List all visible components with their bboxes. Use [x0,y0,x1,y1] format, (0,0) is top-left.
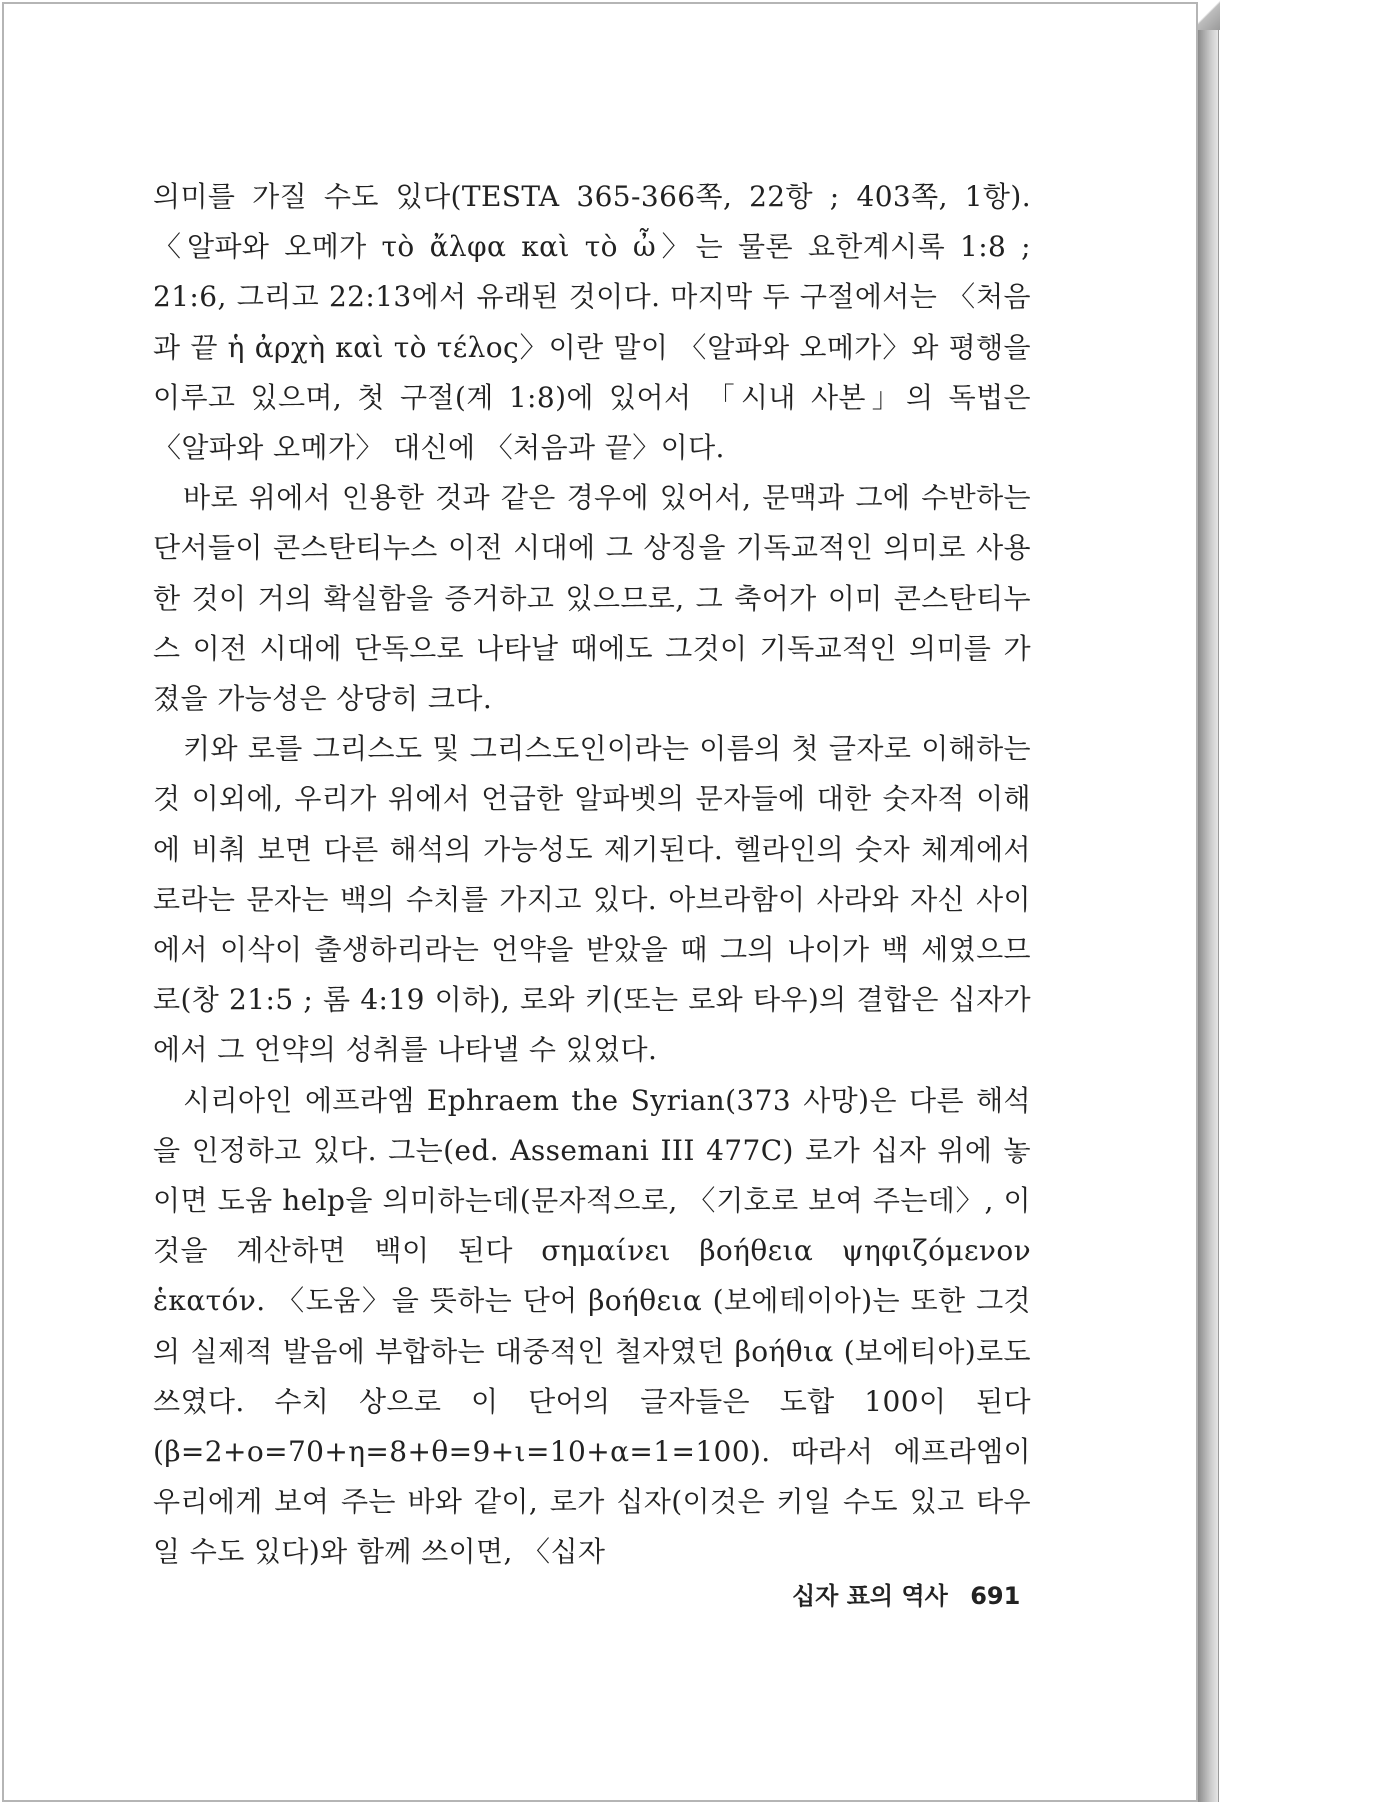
paragraph-1: 의미를 가질 수도 있다(TESTA 365-366쪽, 22항 ; 403쪽, 1항). 〈알파와 오메가 τὸ ἄλφα καὶ τὸ ὦ〉는 물론 요한계시록 1:8 ; 21:6, 그리고 22:13에서 유래된 것이다. 마지막 두 구절에서는 〈처음과 끝 ἡ ἀρχὴ καὶ τὸ τέλος〉이란 말이 〈알파와 오메가〉와 평행을 이루고 있으며, 첫 구절(계 1:8)에 있어서 「시내 사본」의 독법은 〈알파와 오메가〉 대신에 〈처음과 끝〉이다. [153,180,1031,465]
page-number: 691 [970,1582,1021,1610]
body-text [153,172,1031,1578]
running-title: 십자 표의 역사 [792,1582,948,1610]
paragraph-3: 키와 로를 그리스도 및 그리스도인이라는 이름의 첫 글자로 이해하는 것 이외에, 우리가 위에서 언급한 알파벳의 문자들에 대한 숫자적 이해에 비춰 보면 다른 해석의 가능성도 제기된다. 헬라인의 숫자 체계에서 로라는 문자는 백의 수치를 가지고 있다. 아브라함이 사라와 자신 사이에서 이삭이 출생하리라는 언약을 받았을 때 그의 나이가 백 세였으므로(창 21:5 ; 롬 4:19 이하), 로와 키(또는 로와 타우)의 결합은 십자가에서 그 언약의 성취를 나타낼 수 있었다. [153,732,1031,1067]
paragraph-4: 시리아인 에프라엠 Ephraem the Syrian(373 사망)은 다른 해석을 인정하고 있다. 그는(ed. Assemani III 477C) 로가 십자 위에 놓이면 도움 help을 의미하는데(문자적으로, 〈기호로 보여 주는데〉, 이것을 계산하면 백이 된다 σημαίνει βοήθεια ψηφιζόμενον ἑκατόν. 〈도움〉을 뜻하는 단어 βοήθεια (보에테이아)는 또한 그것의 실제적 발음에 부합하는 대중적인 철자였던 βοήθια (보에티아)로도 쓰였다. 수치 상으로 이 단어의 글자들은 도합 100이 된다(β=2+ο=70+η=8+θ=9+ι=10+α=1=100). 따라서 에프라엠이 우리에게 보여 주는 바와 같이, 로가 십자(이것은 키일 수도 있고 타우일 수도 있다)와 함께 쓰이면, 〈십자 [153,1083,1031,1569]
paragraph-2: 바로 위에서 인용한 것과 같은 경우에 있어서, 문맥과 그에 수반하는 단서들이 콘스탄티누스 이전 시대에 그 상징을 기독교적인 의미로 사용한 것이 거의 확실함을 증거하고 있으므로, 그 축어가 이미 콘스탄티누스 이전 시대에 단독으로 나타날 때에도 그것이 기독교적인 의미를 가졌을 가능성은 상당히 크다. [153,481,1031,716]
page-edge [1198,4,1219,1802]
running-footer [792,1576,1020,1611]
